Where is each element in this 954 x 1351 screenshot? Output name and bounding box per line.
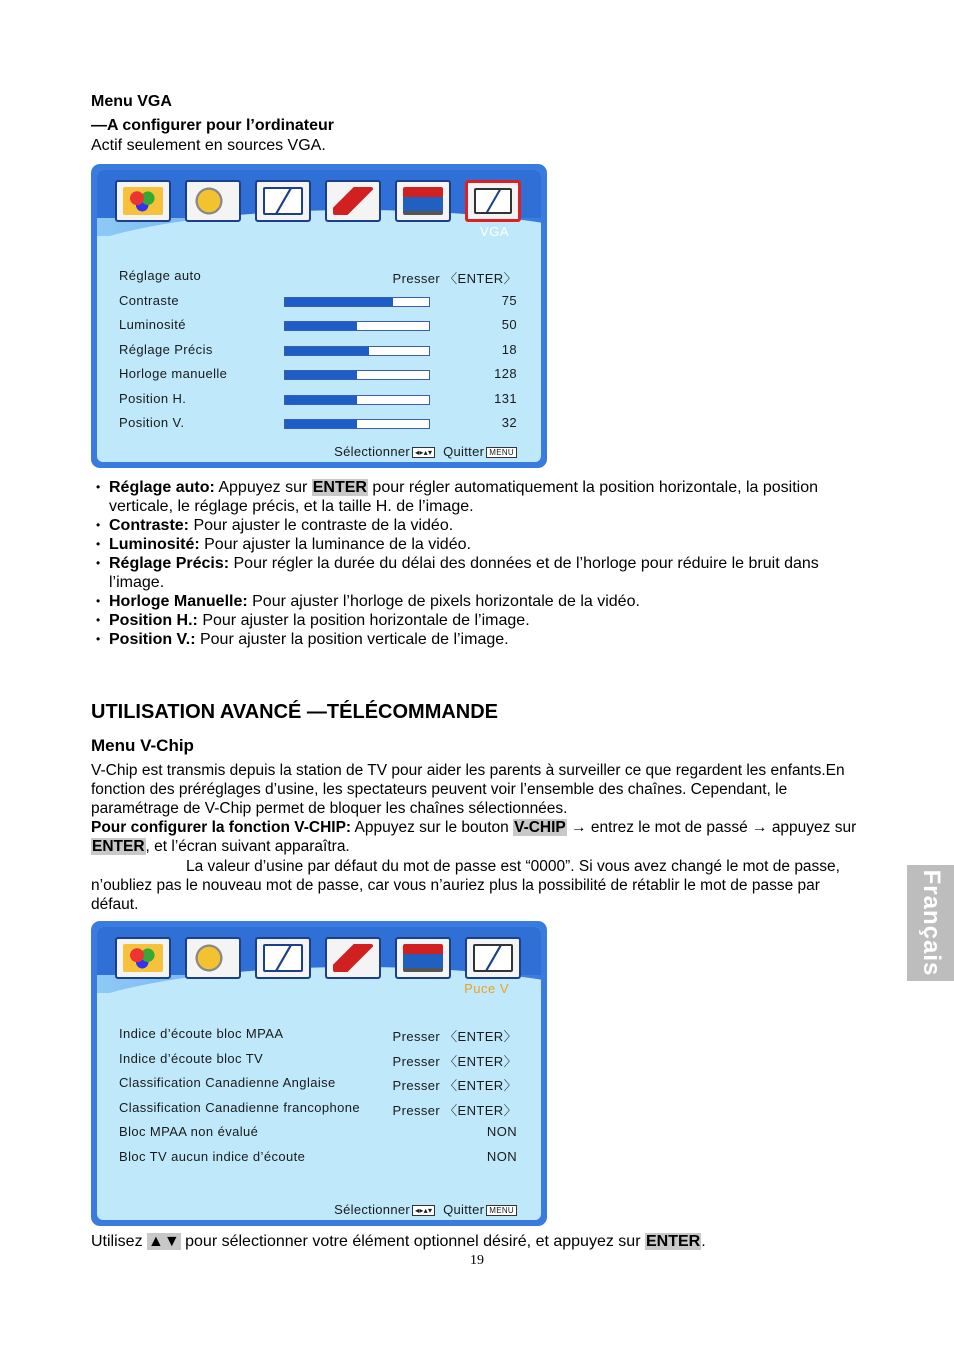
dtv-icon <box>395 180 451 222</box>
vchip-title: Menu V-Chip <box>91 736 194 755</box>
vchip-setting-row[interactable] <box>119 1075 517 1095</box>
slider-fill <box>285 420 357 428</box>
picture-icon <box>115 180 171 222</box>
vga-setting-row-label: Réglage auto <box>119 268 202 283</box>
vchip-setting-row-value: Presser 〈ENTER〉 <box>392 1078 517 1093</box>
vchip-setting-row-value: Presser 〈ENTER〉 <box>392 1053 517 1069</box>
vga-setting-row[interactable] <box>119 366 517 386</box>
osd-vga-menu <box>91 164 547 468</box>
vchip-setting-row-label: Indice d’écoute bloc TV <box>119 1050 264 1066</box>
vchip-setting-row[interactable] <box>119 1100 517 1120</box>
vchip-setting-row[interactable] <box>119 1026 517 1046</box>
vga-setting-row-value: 131 <box>494 390 517 406</box>
vchip-setting-row-value: Presser 〈ENTER〉 <box>392 1029 517 1044</box>
vga-setting-row-slider[interactable] <box>284 346 430 356</box>
vga-setting-row[interactable] <box>119 268 517 288</box>
audio-icon <box>185 180 241 222</box>
osd-vga-footer <box>334 444 517 459</box>
quit-hint: Quitter <box>443 1202 485 1217</box>
menu-vga-subtitle: —A configurer pour l’ordinateur <box>91 117 334 134</box>
list-item: • Horloge Manuelle: Pour ajuster l’horloge de pixels horizontale de la vidéo. <box>96 593 640 610</box>
vga-setting-row-value: 18 <box>501 341 517 357</box>
list-item: • Position H.: Pour ajuster la position horizontale de l’image. <box>96 612 530 629</box>
vga-setting-row-label: Luminosité <box>119 317 186 332</box>
vga-setting-row[interactable] <box>119 317 517 337</box>
vga-setting-row-label: Horloge manuelle <box>119 366 228 381</box>
vga-setting-row[interactable] <box>119 293 517 313</box>
vga-setting-row-value: 75 <box>501 292 517 308</box>
vga-setting-row-value: 32 <box>501 415 517 430</box>
dtv-icon <box>395 937 451 979</box>
vchip-setting-row-value: NON <box>486 1124 517 1139</box>
vga-setting-row-label: Réglage Précis <box>119 341 213 357</box>
vga-setting-row[interactable] <box>119 415 517 435</box>
vchip-setting-row-label: Bloc TV aucun indice d’écoute <box>119 1148 306 1164</box>
vchip-setting-row-value: NON <box>486 1148 517 1164</box>
vga-setting-row-label: Position V. <box>119 415 185 430</box>
vga-setting-row-slider[interactable] <box>284 321 430 331</box>
page-number: 19 <box>470 1253 484 1268</box>
tools-icon <box>325 180 381 222</box>
osd-vchip-menu <box>91 921 547 1226</box>
tools-icon <box>325 937 381 979</box>
vga-setting-row-value: 128 <box>494 366 517 381</box>
osd-vchip-tab-title: Puce V <box>464 981 509 996</box>
up-down-arrows-icon: ▲▼ <box>148 1233 180 1250</box>
vga-pc-icon <box>465 937 521 979</box>
vchip-password-note: La valeur d’usine par défaut du mot de passe est “0000”. Si vous avez changé le mot de passe, n’oubliez pas le nouveau mot de passe, car vous n’auriez plus la possibilité de rétablir le mot de passe par défaut. <box>91 858 840 913</box>
vchip-setting-row-label: Indice d’écoute bloc MPAA <box>119 1026 284 1041</box>
vga-setting-row-label: Contraste <box>119 292 179 308</box>
vga-setting-row-value: 50 <box>501 317 517 332</box>
closing-instruction: Utilisez ▲▼ pour sélectionner votre élément optionnel désiré, et appuyez sur ENTER. <box>91 1233 706 1250</box>
nav-arrows-icon: ◂▸▴▾ <box>412 1205 435 1216</box>
select-hint: Sélectionner <box>334 444 411 459</box>
vchip-setting-row-label: Classification Canadienne Anglaise <box>119 1075 336 1090</box>
language-tab: Français <box>907 865 954 981</box>
menu-key-icon: MENU <box>486 447 517 458</box>
screen-icon <box>255 180 311 222</box>
slider-fill <box>285 347 369 355</box>
screen-icon <box>255 937 311 979</box>
list-item: • Position V.: Pour ajuster la position verticale de l’image. <box>96 631 509 648</box>
vga-setting-row-slider[interactable] <box>284 370 430 380</box>
slider-fill <box>285 396 357 404</box>
osd-vchip-footer <box>334 1202 517 1217</box>
vchip-setting-row[interactable] <box>119 1149 517 1169</box>
osd-vga-tab-title: VGA <box>480 224 509 239</box>
vga-setting-row[interactable] <box>119 391 517 411</box>
slider-fill <box>285 371 357 379</box>
menu-vga-title: Menu VGA <box>91 93 172 110</box>
menu-vga-note: Actif seulement en sources VGA. <box>91 137 326 154</box>
vga-setting-row-slider[interactable] <box>284 395 430 405</box>
list-item: • Contraste: Pour ajuster le contraste de la vidéo. <box>96 517 454 534</box>
vga-setting-row-slider[interactable] <box>284 419 430 429</box>
audio-icon <box>185 937 241 979</box>
list-item: • Luminosité: Pour ajuster la luminance de la vidéo. <box>96 536 471 553</box>
vga-setting-row-slider[interactable] <box>284 297 430 307</box>
list-item: • Réglage Précis: Pour régler la durée du délai des données et de l’horloge pour réduire le bruit dans l’image. <box>96 555 819 591</box>
select-hint: Sélectionner <box>334 1202 411 1217</box>
vga-setting-row-label: Position H. <box>119 390 187 406</box>
slider-fill <box>285 298 393 306</box>
vchip-setting-row[interactable] <box>119 1124 517 1144</box>
vga-pc-icon <box>465 180 521 222</box>
vchip-setting-row-label: Bloc MPAA non évalué <box>119 1124 259 1139</box>
vchip-intro: V-Chip est transmis depuis la station de TV pour aider les parents à surveiller ce que regardent les enfants.En fonction des préréglages d’usine, les spectateurs peuvent voir l’ensemble des chaînes. Cependant, le paramétrage de V-Chip permet de bloquer les chaînes sélectionnées. <box>91 762 845 817</box>
quit-hint: Quitter <box>443 444 485 459</box>
vga-options-list <box>91 478 861 649</box>
section-heading: UTILISATION AVANCÉ —TÉLÉCOMMANDE <box>91 701 499 723</box>
vchip-setting-row-label: Classification Canadienne francophone <box>119 1099 361 1115</box>
picture-icon <box>115 937 171 979</box>
vga-setting-row-value: Presser 〈ENTER〉 <box>392 271 517 286</box>
vchip-setting-row[interactable] <box>119 1051 517 1071</box>
menu-key-icon: MENU <box>486 1205 517 1216</box>
nav-arrows-icon: ◂▸▴▾ <box>412 447 435 458</box>
slider-fill <box>285 322 357 330</box>
list-item: • Réglage auto: Appuyez sur ENTER pour régler automatiquement la position horizontale, la position verticale, le réglage précis, et la taille H. de l’image. <box>96 479 819 515</box>
vchip-setting-row-value: Presser 〈ENTER〉 <box>392 1102 517 1118</box>
vga-setting-row[interactable] <box>119 342 517 362</box>
vchip-config: Pour configurer la fonction V-CHIP: Appuyez sur le bouton V-CHIP → entrez le mot de passé → appuyez sur ENTER, et l’écran suivant apparaîtra. <box>91 819 857 855</box>
